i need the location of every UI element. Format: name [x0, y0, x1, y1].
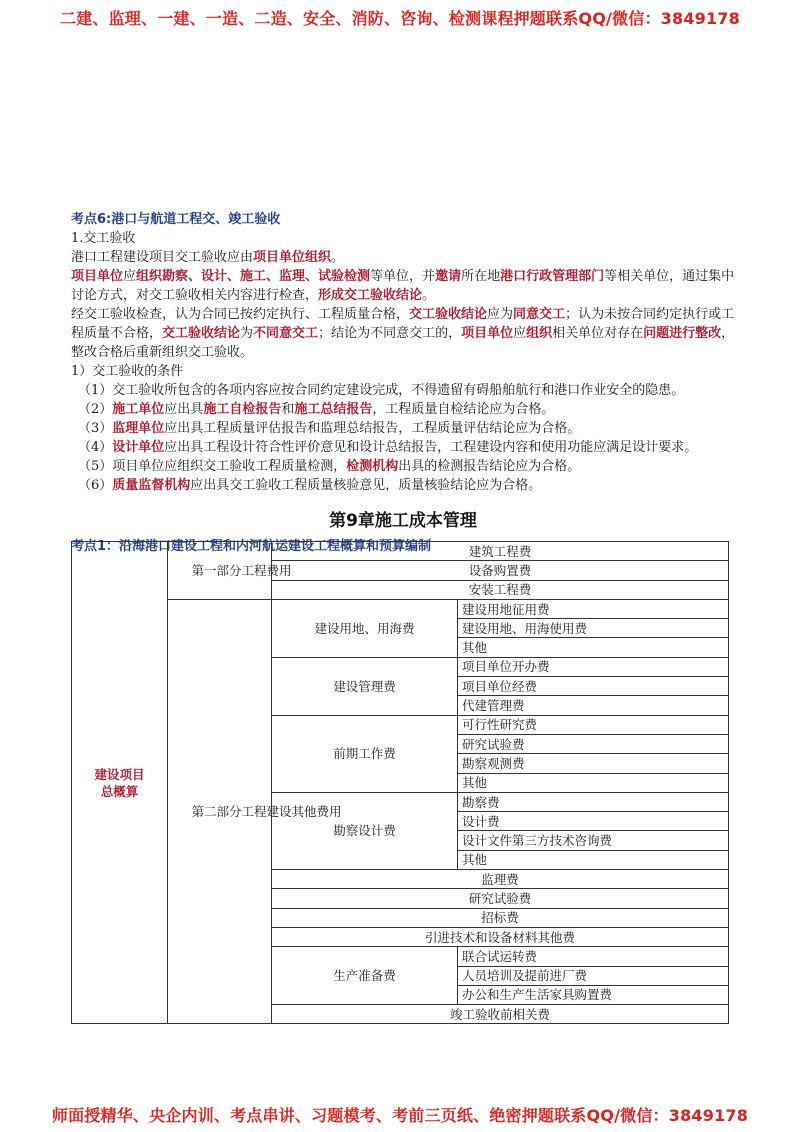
section-6-title: 考点6:港口与航道工程交、竣工验收 — [71, 212, 281, 227]
item-bidding: 招标费 — [272, 908, 729, 927]
paragraph-3: 经交工验收检查，认为合同已按约定执行、工程质量合格，交工验收结论应为同意交工；认为未按合同约定执行或工程质量不合格，交工验收结论为不同意交工；结论为不同意交工的，项目单位应组织相关单位对存在问题进行整改，整改合格后重新组织交工验收。 — [71, 307, 735, 360]
condition-4: （4）设计单位应出具工程设计符合性评价意见和设计总结报告，工程建设内容和使用功能应满足设计要求。 — [78, 440, 698, 455]
sub-heading-handover: 1.交工验收 — [71, 231, 136, 246]
category-mgmt: 建设管理费 — [272, 657, 458, 715]
item-survey-4: 其他 — [458, 850, 729, 869]
bottom-promo-banner: 师面授精华、央企内训、考点串讲、习题模考、考前三页纸、绝密押题联系QQ/微信：3849178 — [51, 1106, 749, 1125]
item-prelim-2: 研究试验费 — [458, 734, 729, 753]
condition-6: （6）质量监督机构应出具交工验收工程质量核验意见，质量核验结论应为合格。 — [78, 478, 542, 493]
item-building-cost: 建筑工程费 — [272, 542, 729, 561]
item-mgmt-2: 项目单位经费 — [458, 677, 729, 696]
part-1-cell — [168, 542, 292, 600]
root-cell — [72, 542, 168, 1024]
top-promo-banner: 二建、监理、一建、一造、二造、安全、消防、咨询、检测课程押题联系QQ/微信：3849178 — [60, 9, 740, 28]
item-mgmt-1: 项目单位开办费 — [458, 657, 729, 676]
category-land: 建设用地、用海费 — [272, 599, 458, 657]
condition-1: （1）交工验收所包含的各项内容应按合同约定建设完成，不得遗留有碍船舶航行和港口作业安全的隐患。 — [78, 383, 685, 398]
item-prep-2: 人员培训及提前进厂费 — [458, 966, 729, 985]
item-survey-3: 设计文件第三方技术咨询费 — [458, 831, 729, 850]
item-prelim-3: 勘察观测费 — [458, 754, 729, 773]
item-prelim-4: 其他 — [458, 773, 729, 792]
item-mgmt-3: 代建管理费 — [458, 696, 729, 715]
cost-estimate-table — [71, 541, 729, 1024]
part-1-label: 第一部分工程费用 — [191, 562, 292, 578]
table-row — [72, 542, 729, 561]
table-row — [72, 599, 729, 618]
item-pre-completion: 竣工验收前相关费 — [272, 1005, 729, 1024]
root-label: 建设项目总概算 — [94, 766, 145, 799]
item-supervision: 监理费 — [272, 870, 729, 889]
section-6-content — [71, 210, 735, 556]
item-installation-cost: 安装工程费 — [272, 580, 729, 599]
item-land-3: 其他 — [458, 638, 729, 657]
item-survey-2: 设计费 — [458, 812, 729, 831]
category-prelim: 前期工作费 — [272, 715, 458, 792]
conditions-title: 1）交工验收的条件 — [71, 364, 184, 379]
paragraph-1: 港口工程建设项目交工验收应由项目单位组织。 — [71, 250, 345, 265]
chapter-9-title: 第9章施工成本管理 — [329, 511, 477, 531]
condition-3: （3）监理单位应出具工程质量评估报告和监理总结报告，工程质量评估结论应为合格。 — [78, 421, 581, 436]
paragraph-2: 项目单位应组织勘察、设计、施工、监理、试验检测等单位，并邀请所在地港口行政管理部门等相关单位，通过集中讨论方式，对交工验收相关内容进行检查，形成交工验收结论。 — [71, 269, 735, 303]
part-2-label: 第二部分工程建设其他费用 — [191, 804, 342, 820]
item-equipment-cost: 设备购置费 — [272, 561, 729, 580]
part-2-cell — [168, 599, 342, 1024]
item-land-2: 建设用地、用海使用费 — [458, 619, 729, 638]
item-research: 研究试验费 — [272, 889, 729, 908]
condition-5: （5）项目单位应组织交工验收工程质量检测，检测机构出具的检测报告结论应为合格。 — [78, 459, 581, 474]
category-survey: 勘察设计费 — [272, 792, 458, 869]
item-import-tech: 引进技术和设备材料其他费 — [272, 927, 729, 946]
chapter-9-keypoint-1: 考点1：沿海港口建设工程和内河航运建设工程概算和预算编制 — [71, 539, 432, 554]
category-prep: 生产准备费 — [272, 947, 458, 1005]
item-prep-1: 联合试运转费 — [458, 947, 729, 966]
item-prep-3: 办公和生产生活家具购置费 — [458, 985, 729, 1004]
condition-2: （2）施工单位应出具施工自检报告和施工总结报告，工程质量自检结论应为合格。 — [78, 402, 555, 417]
item-survey-1: 勘察费 — [458, 792, 729, 811]
item-land-1: 建设用地征用费 — [458, 599, 729, 618]
item-prelim-1: 可行性研究费 — [458, 715, 729, 734]
